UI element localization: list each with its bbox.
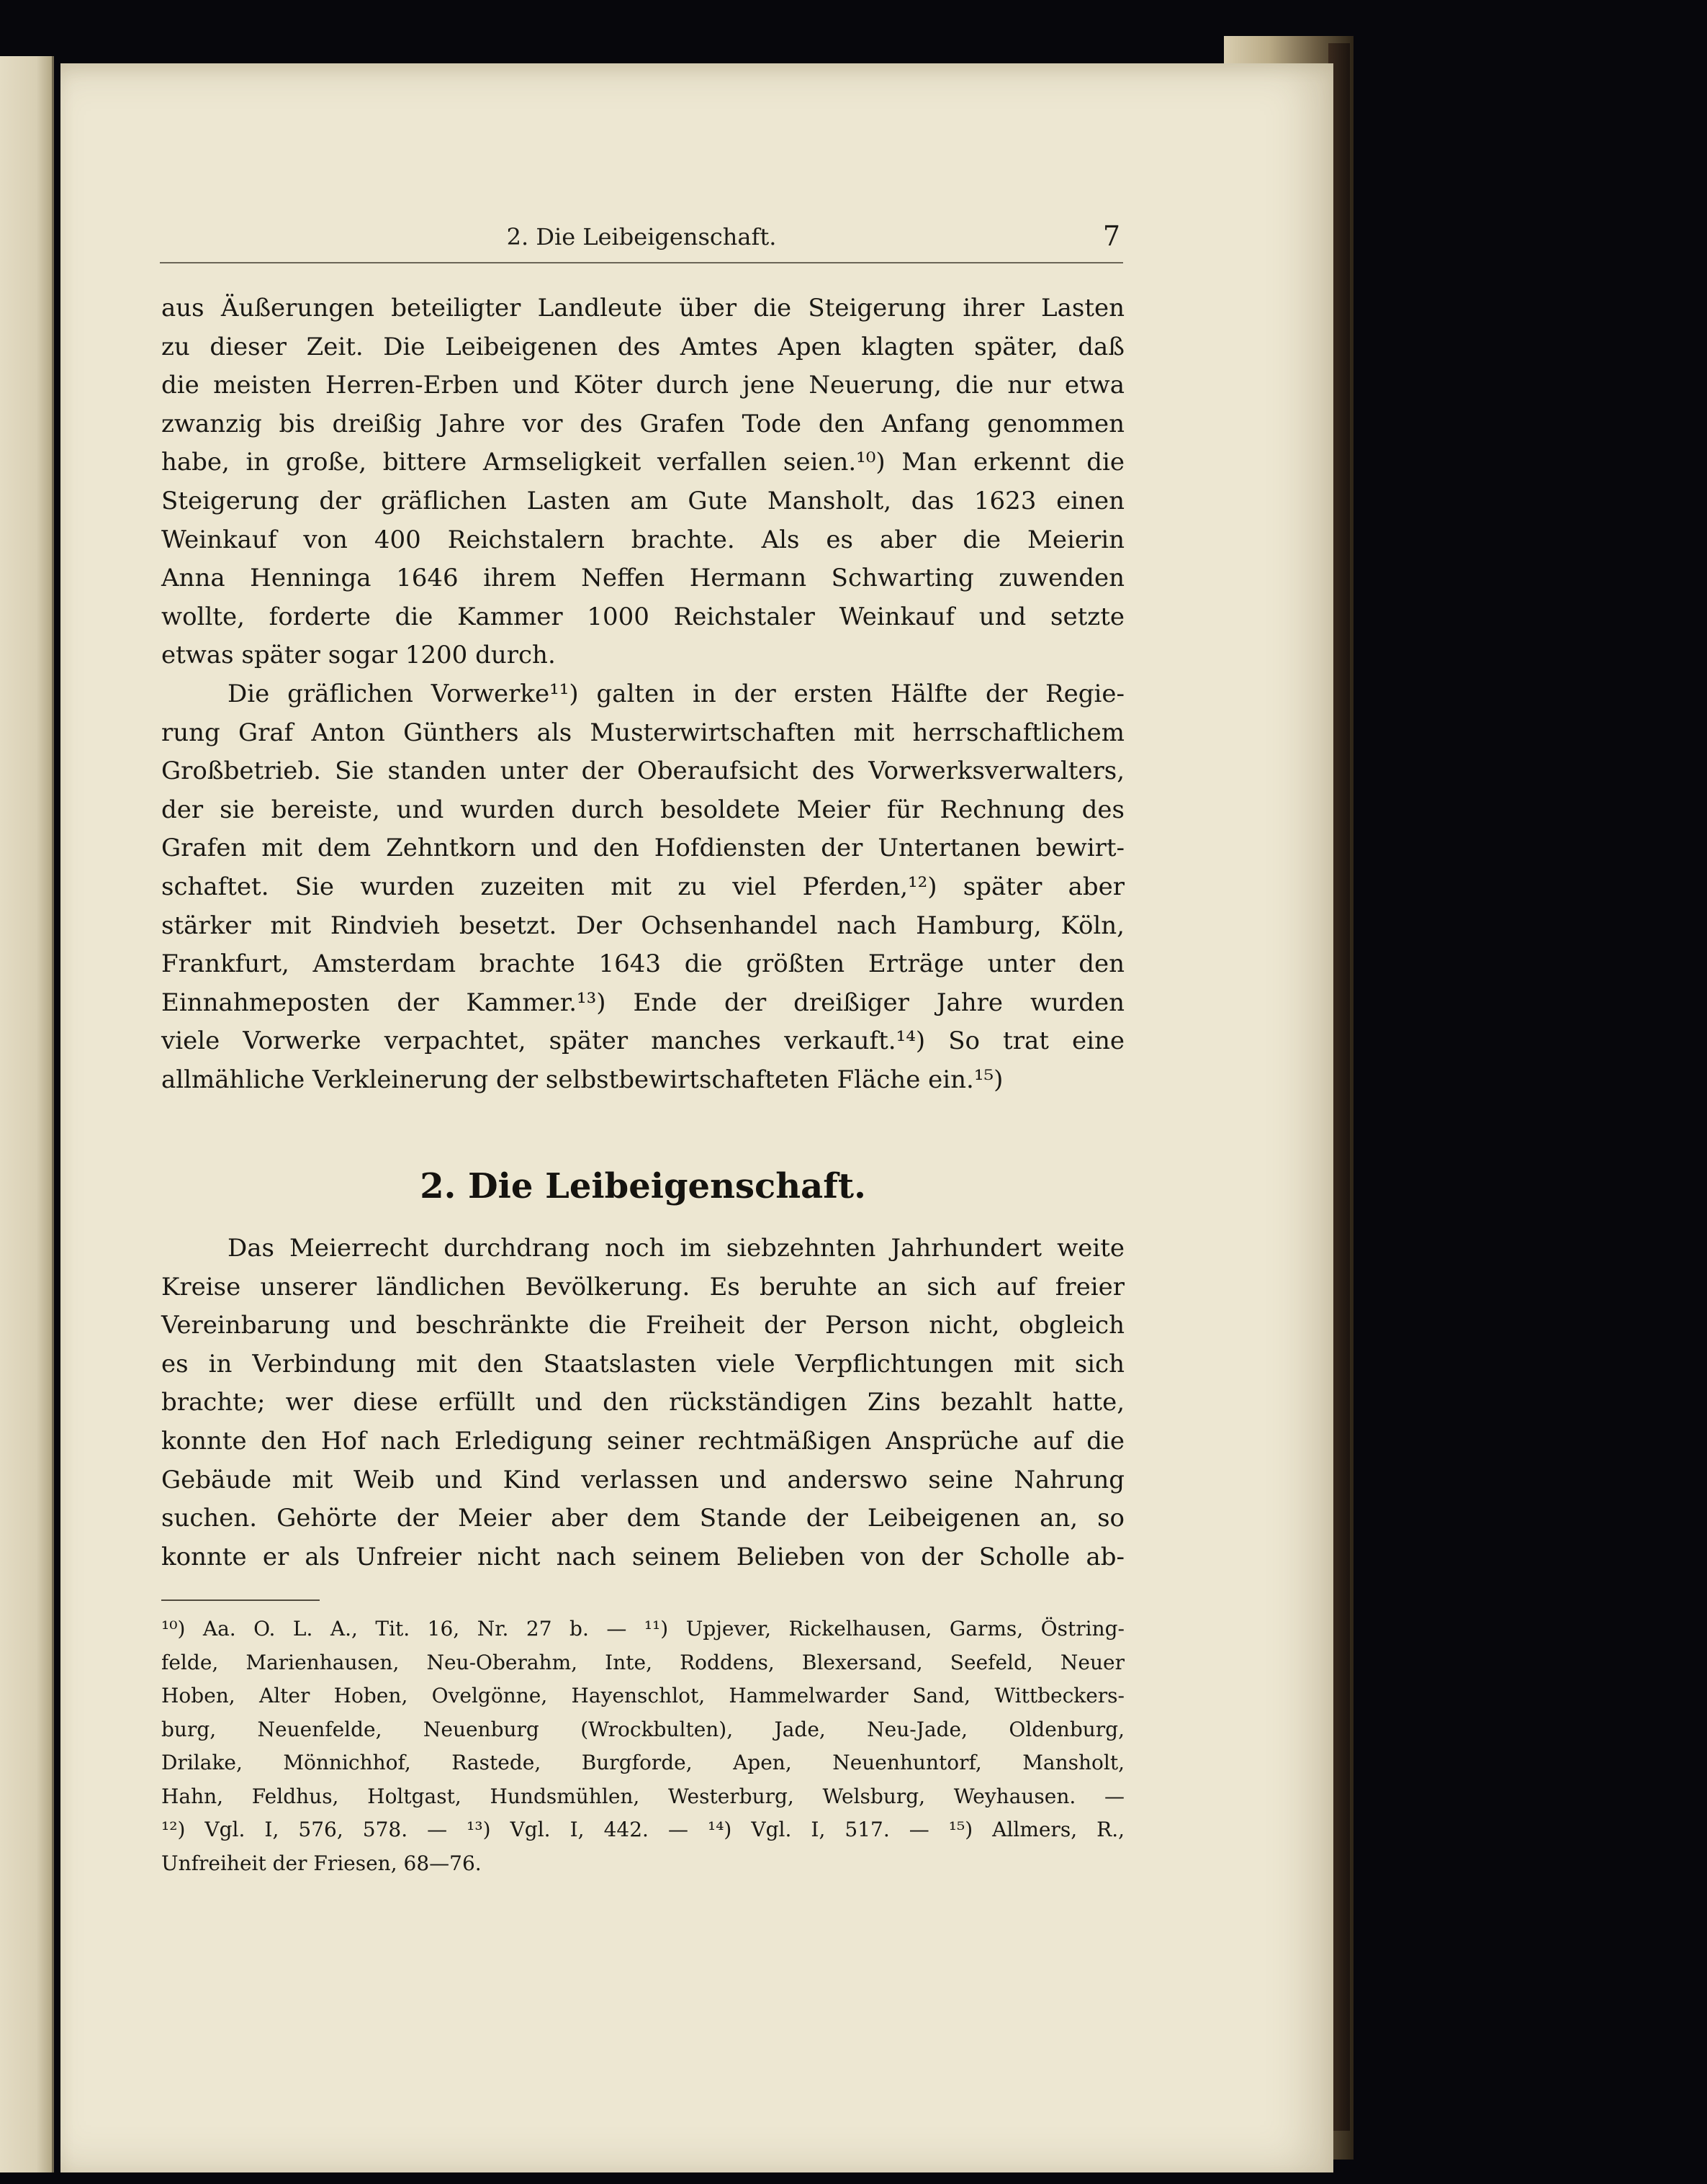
footnote-rule	[161, 1599, 320, 1601]
text-line: zwanzig bis dreißig Jahre vor des Grafen Tode den Anfang genommen	[161, 409, 1125, 438]
footnote-line: Hoben, Alter Hoben, Ovelgönne, Hayenschlot, Hammelwarder Sand, Wittbeckers-	[161, 1684, 1125, 1707]
text-line: aus Äußerungen beteiligter Landleute über die Steigerung ihrer Lasten	[161, 294, 1125, 322]
text-line: Kreise unserer ländlichen Bevölkerung. Es beruhte an sich auf freier	[161, 1272, 1125, 1301]
text-line: Steigerung der gräflichen Lasten am Gute Mansholt, das 1623 einen	[161, 486, 1125, 515]
section-heading: 2. Die Leibeigenschaft.	[420, 1166, 866, 1206]
running-header	[160, 216, 1123, 263]
text-line: Großbetrieb. Sie standen unter der Oberaufsicht des Vorwerksverwalters,	[161, 757, 1125, 786]
footnote-line: Hahn, Feldhus, Holtgast, Hundsmühlen, Westerburg, Welsburg, Weyhausen. —	[161, 1784, 1125, 1808]
paragraph-3	[161, 1229, 1125, 1576]
text-line: viele Vorwerke verpachtet, später manches verkauft.¹⁴) So trat eine	[161, 1026, 1125, 1056]
text-line: brachte; wer diese erfüllt und den rückständigen Zins bezahlt hatte,	[161, 1388, 1125, 1417]
footnote-line: burg, Neuenfelde, Neuenburg (Wrockbulten), Jade, Neu-Jade, Oldenburg,	[161, 1717, 1125, 1741]
text-line: Einnahmeposten der Kammer.¹³) Ende der dreißiger Jahre wurden	[161, 988, 1125, 1017]
text-line: zu dieser Zeit. Die Leibeigenen des Amtes Apen klagten später, daß	[161, 332, 1125, 361]
running-title: 2. Die Leibeigenschaft.	[506, 223, 777, 251]
text-line: allmähliche Verkleinerung der selbstbewirtschafteten Fläche ein.¹⁵)	[161, 1065, 1004, 1094]
text-line: Die gräflichen Vorwerke¹¹) galten in der ersten Hälfte der Regie-	[228, 679, 1125, 708]
text-line: Gebäude mit Weib und Kind verlassen und anderswo seine Nahrung	[161, 1465, 1125, 1494]
text-line: der sie bereiste, und wurden durch besoldete Meier für Rechnung des	[161, 795, 1125, 824]
body-text	[161, 289, 1125, 1099]
text-line: konnte er als Unfreier nicht nach seinem Belieben von der Scholle ab-	[161, 1542, 1125, 1571]
text-line: Vereinbarung und beschränkte die Freiheit der Person nicht, obgleich	[161, 1311, 1125, 1340]
text-line: schaftet. Sie wurden zuzeiten mit zu viel Pferden,¹²) später aber	[161, 872, 1125, 901]
footnote-line: Unfreiheit der Friesen, 68—76.	[161, 1851, 482, 1875]
text-line: Weinkauf von 400 Reichstalern brachte. Als es aber die Meierin	[161, 525, 1125, 554]
text-line: stärker mit Rindvieh besetzt. Der Ochsenhandel nach Hamburg, Köln,	[161, 911, 1125, 940]
text-line: etwas später sogar 1200 durch.	[161, 641, 556, 670]
text-line: es in Verbindung mit den Staatslasten viele Verpflichtungen mit sich	[161, 1349, 1125, 1378]
text-line: habe, in große, bittere Armseligkeit verfallen seien.¹⁰) Man erkennt die	[161, 448, 1125, 477]
text-line: Anna Henninga 1646 ihrem Neffen Hermann Schwarting zuwenden	[161, 564, 1125, 593]
text-line: Frankfurt, Amsterdam brachte 1643 die größten Erträge unter den	[161, 949, 1125, 979]
footnote-line: ¹²) Vgl. I, 576, 578. — ¹³) Vgl. I, 442. — ¹⁴) Vgl. I, 517. — ¹⁵) Allmers, R.,	[161, 1818, 1125, 1841]
text-line: rung Graf Anton Günthers als Musterwirtschaften mit herrschaftlichem	[161, 718, 1125, 747]
text-line: die meisten Herren-Erben und Köter durch jene Neuerung, die nur etwa	[161, 371, 1125, 400]
paragraph-2	[161, 675, 1125, 1100]
footnote-line: ¹⁰) Aa. O. L. A., Tit. 16, Nr. 27 b. — ¹¹) Upjever, Rickelhausen, Garms, Östring-	[161, 1617, 1125, 1641]
page-number: 7	[1102, 220, 1120, 252]
text-line: Das Meierrecht durchdrang noch im siebzehnten Jahrhundert weite	[228, 1234, 1125, 1263]
facing-page-edge	[0, 56, 54, 2172]
paragraph-1	[161, 289, 1125, 675]
footnote-line: felde, Marienhausen, Neu-Oberahm, Inte, Roddens, Blexersand, Seefeld, Neuer	[161, 1650, 1125, 1674]
footnote-line: Drilake, Mönnichhof, Rastede, Burgforde, Apen, Neuenhuntorf, Mansholt,	[161, 1751, 1125, 1774]
text-line: suchen. Gehörte der Meier aber dem Stande der Leibeigenen an, so	[161, 1504, 1125, 1533]
text-line: Grafen mit dem Zehntkorn und den Hofdiensten der Untertanen bewirt-	[161, 834, 1125, 863]
text-line: wollte, forderte die Kammer 1000 Reichstaler Weinkauf und setzte	[161, 602, 1125, 631]
text-line: konnte den Hof nach Erledigung seiner rechtmäßigen Ansprüche auf die	[161, 1426, 1125, 1456]
footnotes	[161, 1612, 1125, 1880]
